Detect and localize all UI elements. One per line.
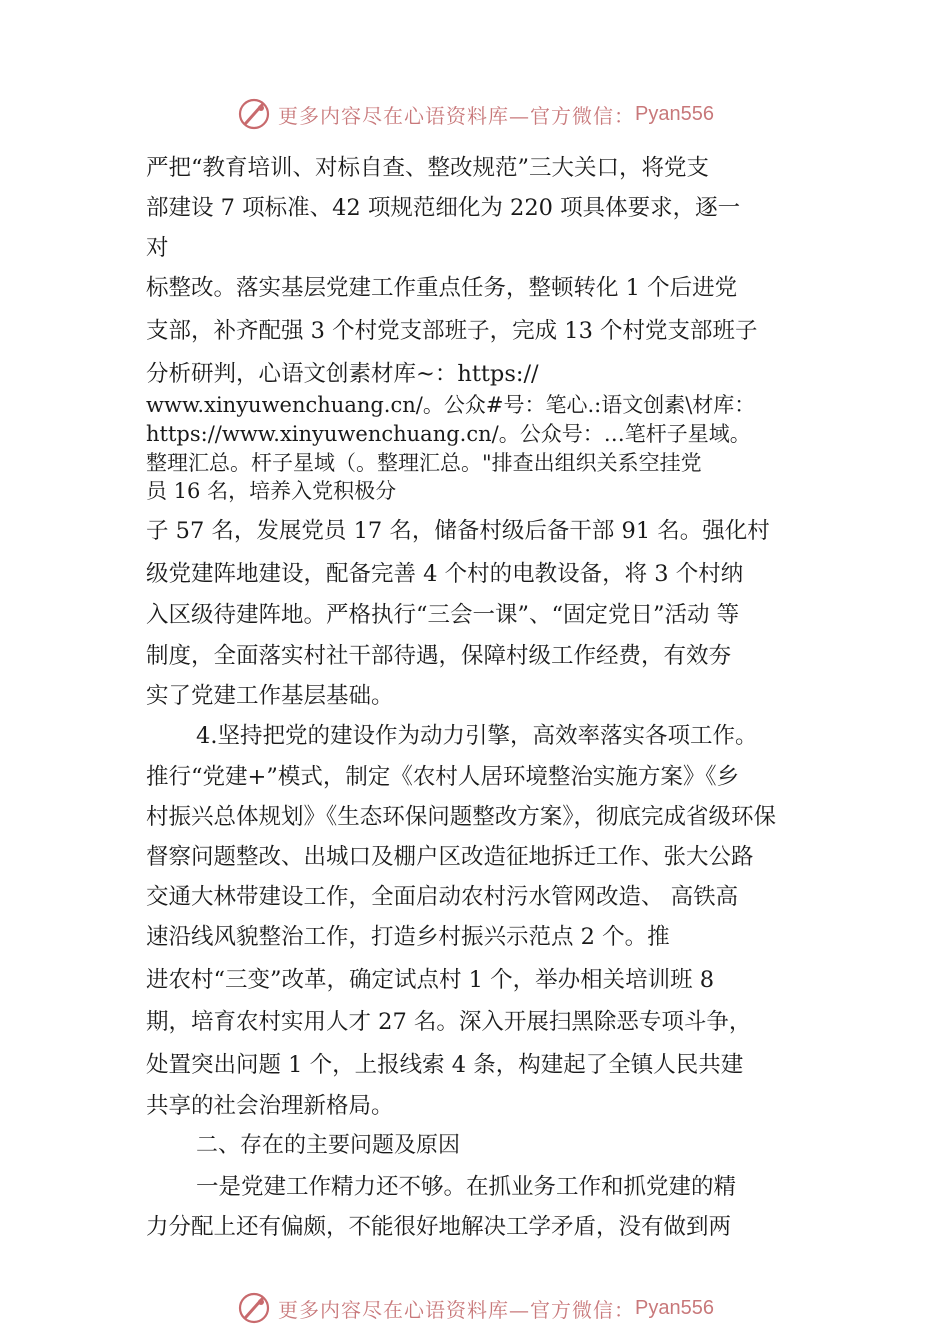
text-line: 共享的社会治理新格局。: [146, 1093, 394, 1119]
text-line: 进农村“三变”改革，确定试点村 1 个，举办相关培训班 8: [146, 967, 715, 993]
text-line: 速沿线风貌整治工作，打造乡村振兴示范点 2 个。推: [146, 924, 670, 950]
text-line: 标整改。落实基层党建工作重点任务，整顿转化 1 个后进党: [146, 275, 738, 301]
text-line: www.xinyuwenchuang.cn/。公众#号：笔心.:语文创素\材库：: [146, 393, 756, 417]
watermark-text: 更多内容尽在心语资料库—官方微信：: [278, 1297, 636, 1322]
brush-logo-icon: [236, 1290, 272, 1326]
text-line: 一是党建工作精力还不够。在抓业务工作和抓党建的精: [196, 1174, 737, 1200]
text-line: 子 57 名，发展党员 17 名，储备村级后备干部 91 名。强化村: [146, 518, 770, 544]
text-line: 实了党建工作基层基础。: [146, 683, 394, 709]
text-line: 支部，补齐配强 3 个村党支部班子，完成 13 个村党支部班子: [146, 318, 758, 344]
watermark-banner-top: [0, 92, 950, 136]
brush-logo-icon: [236, 96, 272, 132]
text-line: 级党建阵地建设，配备完善 4 个村的电教设备，将 3 个村纳: [146, 561, 744, 587]
text-line: 严把“教育培训、对标自查、整改规范”三大关口，将党支: [146, 155, 710, 181]
text-line: 推行“党建+”模式，制定《农村人居环境整治实施方案》《乡: [146, 764, 740, 790]
text-line: 制度，全面落实村社干部待遇，保障村级工作经费，有效夯: [146, 643, 732, 669]
text-line: 村振兴总体规划》《生态环保问题整改方案》，彻底完成省级环保: [146, 804, 777, 830]
section-heading: 二、存在的主要问题及原因: [196, 1133, 461, 1158]
text-line: 力分配上还有偏颇，不能很好地解决工学矛盾，没有做到两: [146, 1214, 732, 1240]
text-line: https://www.xinyuwenchuang.cn/。公众号：…笔杆子星域。: [146, 422, 751, 446]
text-line: 处置突出问题 1 个，上报线索 4 条，构建起了全镇人民共建: [146, 1052, 744, 1078]
text-line: 督察问题整改、出城口及棚户区改造征地拆迁工作、张大公路: [146, 844, 754, 870]
text-line: 交通大林带建设工作，全面启动农村污水管网改造、 高铁高: [146, 884, 739, 910]
watermark-banner-bottom: [0, 1286, 950, 1330]
text-line: 分析研判，心语文创素材库~：https://: [146, 361, 539, 387]
text-line: 员 16 名，培养入党积极分: [146, 479, 397, 503]
text-line: 入区级待建阵地。严格执行“三会一课”、“固定党日”活动 等: [146, 602, 740, 628]
text-line: 期，培育农村实用人才 27 名。深入开展扫黑除恶专项斗争，: [146, 1009, 752, 1035]
text-line: 对: [146, 235, 169, 261]
watermark-text: 更多内容尽在心语资料库—官方微信：: [278, 103, 636, 128]
watermark-handle: Pyan556: [635, 1296, 714, 1319]
text-line: 部建设 7 项标准、42 项规范细化为 220 项具体要求，逐一: [146, 195, 741, 221]
watermark-handle: Pyan556: [635, 102, 714, 125]
text-line: 整理汇总。杆子星域（。整理汇总。"排查出组织关系空挂党: [146, 451, 702, 475]
text-line: 4.坚持把党的建设作为动力引擎，高效率落实各项工作。: [196, 723, 758, 749]
